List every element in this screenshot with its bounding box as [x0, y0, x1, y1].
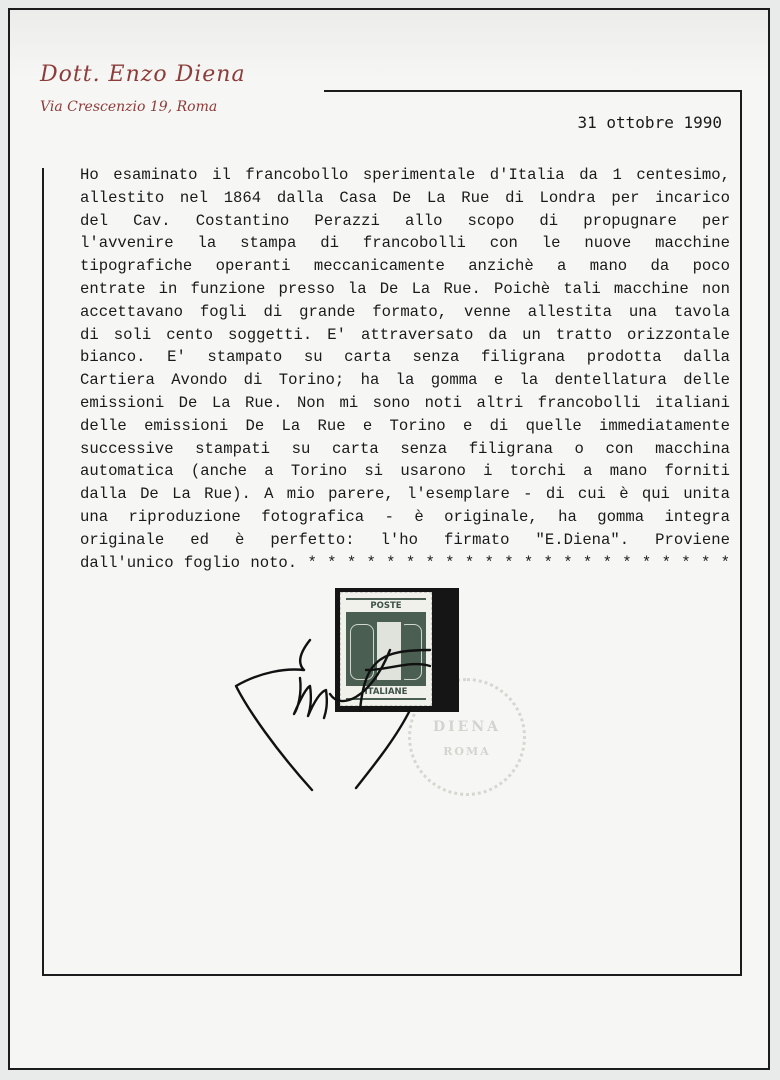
seal-text-name: DIENA — [432, 719, 502, 735]
handwritten-signature — [10, 10, 770, 1070]
body-line: di soli cento soggetti. E' attraversato da un tratto orizzontale — [80, 325, 730, 344]
stamp-top-label: POSTE — [346, 600, 426, 612]
body-line: tipografiche operanti meccanicamente anzichè a mano da poco — [80, 257, 730, 276]
body-line: originale ed è perfetto: l'ho firmato "E.Diena". Proviene — [80, 530, 730, 549]
body-line: entrate in funzione presso la De La Rue. Poichè tali macchine non — [80, 279, 730, 298]
body-line: successive stampati su carta senza filigrana o con macchina — [80, 439, 730, 458]
body-line: emissioni De La Rue. Non mi sono noti altri francobolli italiani — [80, 393, 730, 412]
body-line: delle emissioni De La Rue e Torino e di quelle immediatamente — [80, 416, 730, 435]
body-line: l'avvenire la stampa di francobolli con le nuove macchine — [80, 234, 730, 253]
certificate-date: 31 ottobre 1990 — [577, 113, 722, 132]
seal-text-city: ROMA — [443, 745, 491, 758]
body-line: dalla De La Rue). A mio parere, l'esemplare - di cui è qui unita — [80, 485, 730, 504]
certificate-sheet — [8, 8, 770, 1070]
stamp-bottom-label: ITALIANE — [346, 686, 426, 698]
body-line: una riproduzione fotografica - è originale, ha gomma integra — [80, 507, 730, 526]
body-line: automatica (anche a Torino si usarono i torchi a mano forniti — [80, 462, 730, 481]
body-line: bianco. E' stampato su carta senza filigrana prodotta dalla — [80, 348, 730, 367]
body-line: dall'unico foglio noto. * * * * * * * * * * * * * * * * * * * * * * — [80, 553, 730, 572]
body-line: accettavano fogli di grande formato, venne allestita una tavola — [80, 302, 730, 321]
body-line: del Cav. Costantino Perazzi allo scopo di propugnare per — [80, 211, 730, 230]
body-line: Ho esaminato il francobollo sperimentale d'Italia da 1 centesimo, — [80, 166, 730, 184]
letterhead-address: Via Crescenzio 19, Roma — [40, 99, 218, 115]
body-line: Cartiera Avondo di Torino; ha la gomma e la dentellatura delle — [80, 371, 730, 390]
letterhead-name: Dott. Enzo Diena — [40, 62, 246, 87]
body-line: allestito nel 1864 dalla Casa De La Rue di Londra per incarico — [80, 188, 730, 207]
